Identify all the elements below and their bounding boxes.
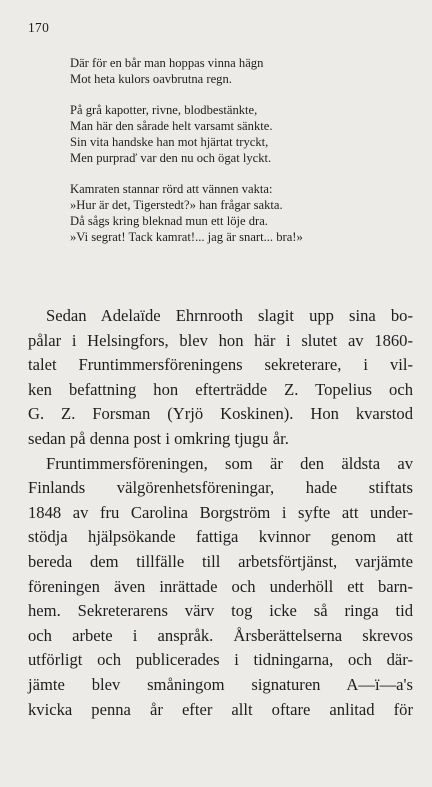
poem-line: Man här den sårade helt varsamt sänkte.: [70, 119, 273, 133]
prose-line: stödja hjälpsökande fattiga kvinnor genom att: [28, 527, 413, 547]
prose-line: sedan på denna post i omkring tjugu år.: [28, 428, 289, 448]
poem-line: Mot heta kulors oavbrutna regn.: [70, 72, 232, 86]
poem-line: På grå kapotter, rivne, blodbestänkte,: [70, 103, 258, 117]
prose-line: utförligt och publicerades i tidningarna, och där-: [28, 650, 413, 670]
prose-line: Finlands välgörenhetsföreningar, hade stiftats: [28, 478, 413, 498]
prose-line: pålar i Helsingfors, blev hon här i slutet av 1860-: [28, 330, 413, 350]
prose-line: 1848 av fru Carolina Borgström i syfte att under-: [28, 502, 413, 522]
prose-line: hem. Sekreterarens värv tog icke så ringa tid: [28, 601, 413, 621]
poem: [70, 55, 410, 260]
prose-line: ken befattning hon efterträdde Z. Topelius och: [28, 379, 413, 399]
poem-line: »Vi segrat! Tack kamrat!... jag är snart... bra!»: [70, 230, 303, 244]
prose-line: bereda dem tillfälle till arbetsförtjänst, varjämte: [28, 551, 413, 571]
prose-line: kvicka penna år efter allt oftare anlitad för: [28, 699, 413, 719]
poem-stanza-2: [70, 102, 410, 166]
poem-stanza-3: [70, 181, 410, 245]
prose-line: jämte blev småningom signaturen A—ï—a's: [28, 674, 413, 694]
prose-line: talet Fruntimmersföreningens sekreterare, i vil-: [28, 355, 413, 375]
prose-line: G. Z. Forsman (Yrjö Koskinen). Hon kvarstod: [28, 404, 413, 424]
prose-line: föreningen även inrättade och underhöll ett barn-: [28, 576, 413, 596]
poem-line: »Hur är det, Tigerstedt?» han frågar sakta.: [70, 198, 283, 212]
poem-stanza-1: [70, 55, 410, 87]
page-number: 170: [28, 20, 50, 35]
prose-line: Fruntimmersföreningen, som är den äldsta av: [46, 453, 413, 473]
poem-line: Kamraten stannar rörd att vännen vakta:: [70, 182, 273, 196]
prose-line: och arbete i anspråk. Årsberättelserna skrevos: [28, 625, 413, 645]
poem-line: Då sågs kring bleknad mun ett löje dra.: [70, 214, 268, 228]
poem-line: Sin vita handske han mot hjärtat tryckt,: [70, 135, 269, 149]
poem-line: Där för en bår man hoppas vinna hägn: [70, 56, 264, 70]
prose-line: Sedan Adelaïde Ehrnrooth slagit upp sina bo-: [46, 306, 413, 325]
poem-line: Men purpraď var den nu och ögat lyckt.: [70, 151, 272, 165]
paragraph-1: [28, 304, 413, 452]
prose-body: [28, 304, 413, 722]
paragraph-2: [28, 452, 413, 723]
